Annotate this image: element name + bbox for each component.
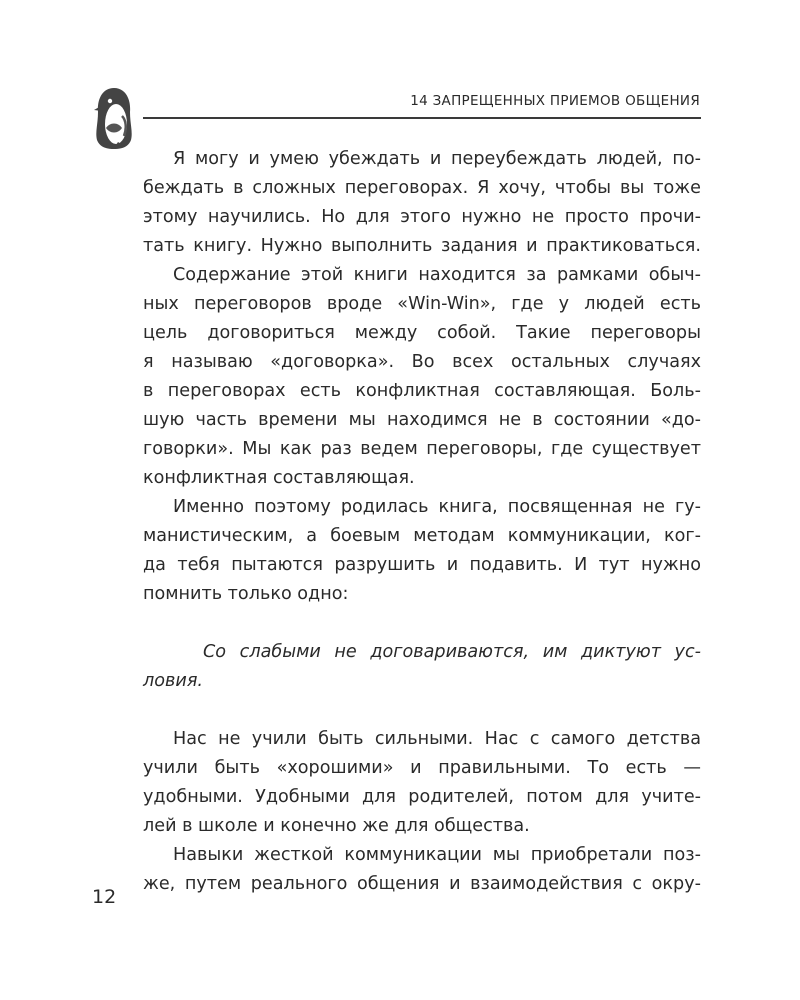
- text-line: Именно поэтому родилась книга, посвященная не гу-: [173, 497, 701, 517]
- text-line: этому научились. Но для этого нужно не просто прочи-: [143, 207, 701, 227]
- text-line: удобными. Удобными для родителей, потом для учите-: [143, 787, 701, 807]
- quote-block: [143, 638, 701, 696]
- text-line: да тебя пытаются разрушить и подавить. И тут нужно: [143, 555, 701, 575]
- running-title: 14 ЗАПРЕЩЕННЫХ ПРИЕМОВ ОБЩЕНИЯ: [410, 93, 700, 109]
- page-number: 12: [92, 886, 117, 908]
- text-line: в переговорах есть конфликтная составляющая. Боль-: [143, 381, 701, 401]
- blank-line: [143, 696, 701, 725]
- text-line: Навыки жесткой коммуникации мы приобретали поз-: [173, 845, 701, 865]
- text-line: помнить только одно:: [143, 584, 349, 604]
- quote-line: ловия.: [143, 671, 203, 691]
- paragraph-2: [143, 261, 701, 493]
- text-line: говорки». Мы как раз ведем переговоры, где существует: [143, 439, 701, 459]
- text-line: манистическим, а боевым методам коммуникации, ког-: [143, 526, 701, 546]
- text-line: Содержание этой книги находится за рамками обыч-: [173, 265, 701, 285]
- text-line: Нас не учили быть сильными. Нас с самого детства: [173, 729, 701, 749]
- text-line: тать книгу. Нужно выполнить задания и практиковаться.: [143, 236, 701, 256]
- text-line: ных переговоров вроде «Win-Win», где у людей есть: [143, 294, 701, 314]
- text-line: Я могу и умею убеждать и переубеждать людей, по-: [173, 149, 701, 169]
- penguin-icon: [92, 86, 136, 150]
- text-line: шую часть времени мы находимся не в состоянии «до-: [143, 410, 701, 430]
- paragraph-5: [143, 841, 701, 899]
- text-line: конфликтная составляющая.: [143, 468, 415, 488]
- blank-line: [143, 609, 701, 638]
- text-line: я называю «договорка». Во всех остальных случаях: [143, 352, 701, 372]
- paragraph-3: [143, 493, 701, 609]
- text-line: цель договориться между собой. Такие переговоры: [143, 323, 701, 343]
- text-line: беждать в сложных переговорах. Я хочу, чтобы вы тоже: [143, 178, 701, 198]
- text-line: учили быть «хорошими» и правильными. То есть —: [143, 758, 701, 778]
- paragraph-1: [143, 145, 701, 261]
- text-line: лей в школе и конечно же для общества.: [143, 816, 530, 836]
- header-rule: [143, 117, 701, 119]
- paragraph-4: [143, 725, 701, 841]
- body-text: [143, 145, 701, 899]
- quote-line: Со слабыми не договариваются, им диктуют ус-: [203, 642, 701, 662]
- text-line: же, путем реального общения и взаимодействия с окру-: [143, 874, 701, 894]
